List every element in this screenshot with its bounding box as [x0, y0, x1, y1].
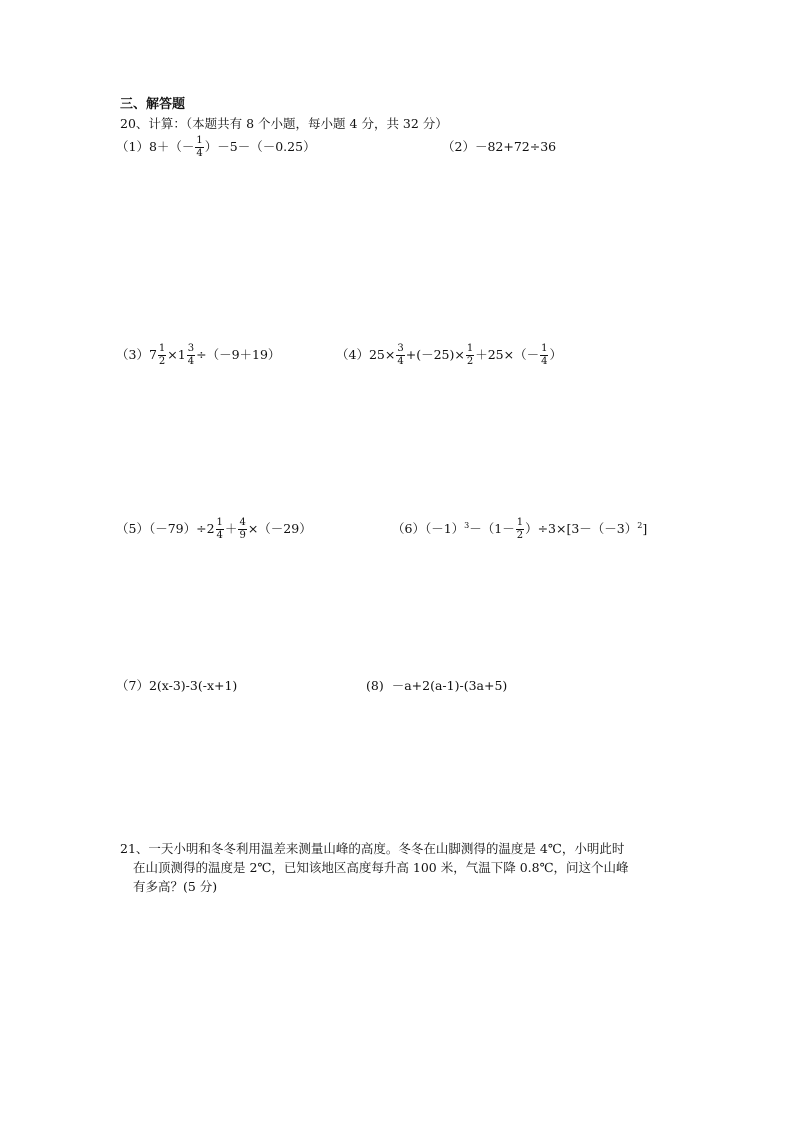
fraction-denominator: 4: [216, 530, 223, 541]
fraction: [238, 518, 246, 541]
fraction-denominator: 2: [158, 356, 166, 367]
problem-6-exponent-1: 3: [464, 521, 470, 530]
fraction: [540, 344, 548, 367]
problem-5: [116, 518, 312, 541]
fraction-numerator: 1: [541, 343, 548, 354]
problem-6-label: （6）: [392, 521, 425, 536]
fraction-numerator: 1: [216, 517, 223, 528]
fraction-denominator: 4: [397, 356, 404, 367]
problem-7-label: （7）: [116, 678, 149, 693]
fraction-numerator: 4: [239, 517, 246, 528]
fraction-numerator: 3: [397, 343, 404, 354]
problem-5-part-b: ＋: [224, 521, 238, 536]
problem-6-part-a: （－1）: [424, 521, 465, 536]
problem-4-label: （4）: [336, 347, 369, 362]
fraction: [396, 344, 404, 367]
question-20-header: 20、计算：（本题共有 8 个小题，每小题 4 分，共 32 分）: [120, 116, 448, 131]
problem-3-tail: ÷（－9＋19）: [196, 347, 281, 362]
problem-8-label: (8): [366, 678, 384, 693]
problem-6-exponent-2: 2: [637, 521, 643, 530]
fraction-denominator: 4: [196, 148, 203, 159]
problem-8: [366, 680, 507, 693]
fraction-numerator: 1: [466, 343, 474, 354]
problem-4-part-d: ）: [549, 347, 562, 362]
fraction: [195, 136, 203, 159]
problem-3-mid: ×1: [167, 347, 186, 362]
fraction: [216, 518, 224, 541]
fraction-denominator: 4: [187, 356, 195, 367]
problem-5-label: （5）: [116, 521, 149, 536]
problem-6-part-b: －（1－: [469, 521, 515, 536]
problem-2-label: （2）: [442, 139, 475, 154]
question-21-line-2: 在山顶测得的温度是 2℃，已知该地区高度每升高 100 米，气温下降 0.8℃，问这个山峰: [133, 860, 629, 875]
fraction-numerator: 1: [196, 135, 203, 146]
problem-1-part-b: ）－5－（－0.25）: [204, 139, 316, 154]
problem-2: [442, 141, 556, 154]
problem-1-part-a: 8＋（－: [148, 139, 195, 154]
problem-2-expression: －82+72÷36: [474, 139, 557, 154]
problem-4-part-a: 25×: [368, 347, 396, 362]
problem-5-part-c: ×（－29）: [247, 521, 312, 536]
problem-4-part-c: ＋25×（－: [475, 347, 540, 362]
problem-7-expression: 2(x-3)-3(-x+1): [148, 678, 238, 693]
problem-3: [116, 344, 280, 367]
problem-3-label: （3）: [116, 347, 149, 362]
fraction-numerator: 1: [158, 343, 166, 354]
section-title: 三、解答题: [120, 97, 186, 112]
fraction: [466, 344, 474, 367]
problem-1-label: （1）: [116, 139, 149, 154]
fraction-denominator: 4: [541, 356, 548, 367]
fraction: [158, 344, 166, 367]
problem-6-part-c: ）÷3×[3－（－3）: [525, 521, 638, 536]
fraction: [516, 518, 524, 541]
problem-4-part-b: +(－25)×: [405, 347, 465, 362]
problem-3-whole: 7: [148, 347, 157, 363]
problem-8-expression: －a+2(a-1)-(3a+5): [391, 678, 508, 693]
fraction-denominator: 9: [239, 530, 246, 541]
problem-7: [116, 680, 237, 693]
fraction-denominator: 2: [466, 356, 474, 367]
fraction-numerator: 3: [187, 343, 195, 354]
fraction: [187, 344, 195, 367]
problem-1: [116, 136, 316, 159]
fraction-denominator: 2: [516, 530, 524, 541]
problem-6: [392, 518, 647, 541]
problem-4: [336, 344, 562, 367]
question-21-line-1: 21、一天小明和冬冬利用温差来测量山峰的高度。冬冬在山脚测得的温度是 4℃，小明此时: [120, 841, 625, 856]
fraction-numerator: 1: [516, 517, 524, 528]
question-21-line-3: 有多高？(5 分): [133, 879, 218, 894]
problem-6-part-d: ]: [642, 521, 648, 536]
problem-5-part-a: （－79）÷2: [148, 521, 215, 536]
